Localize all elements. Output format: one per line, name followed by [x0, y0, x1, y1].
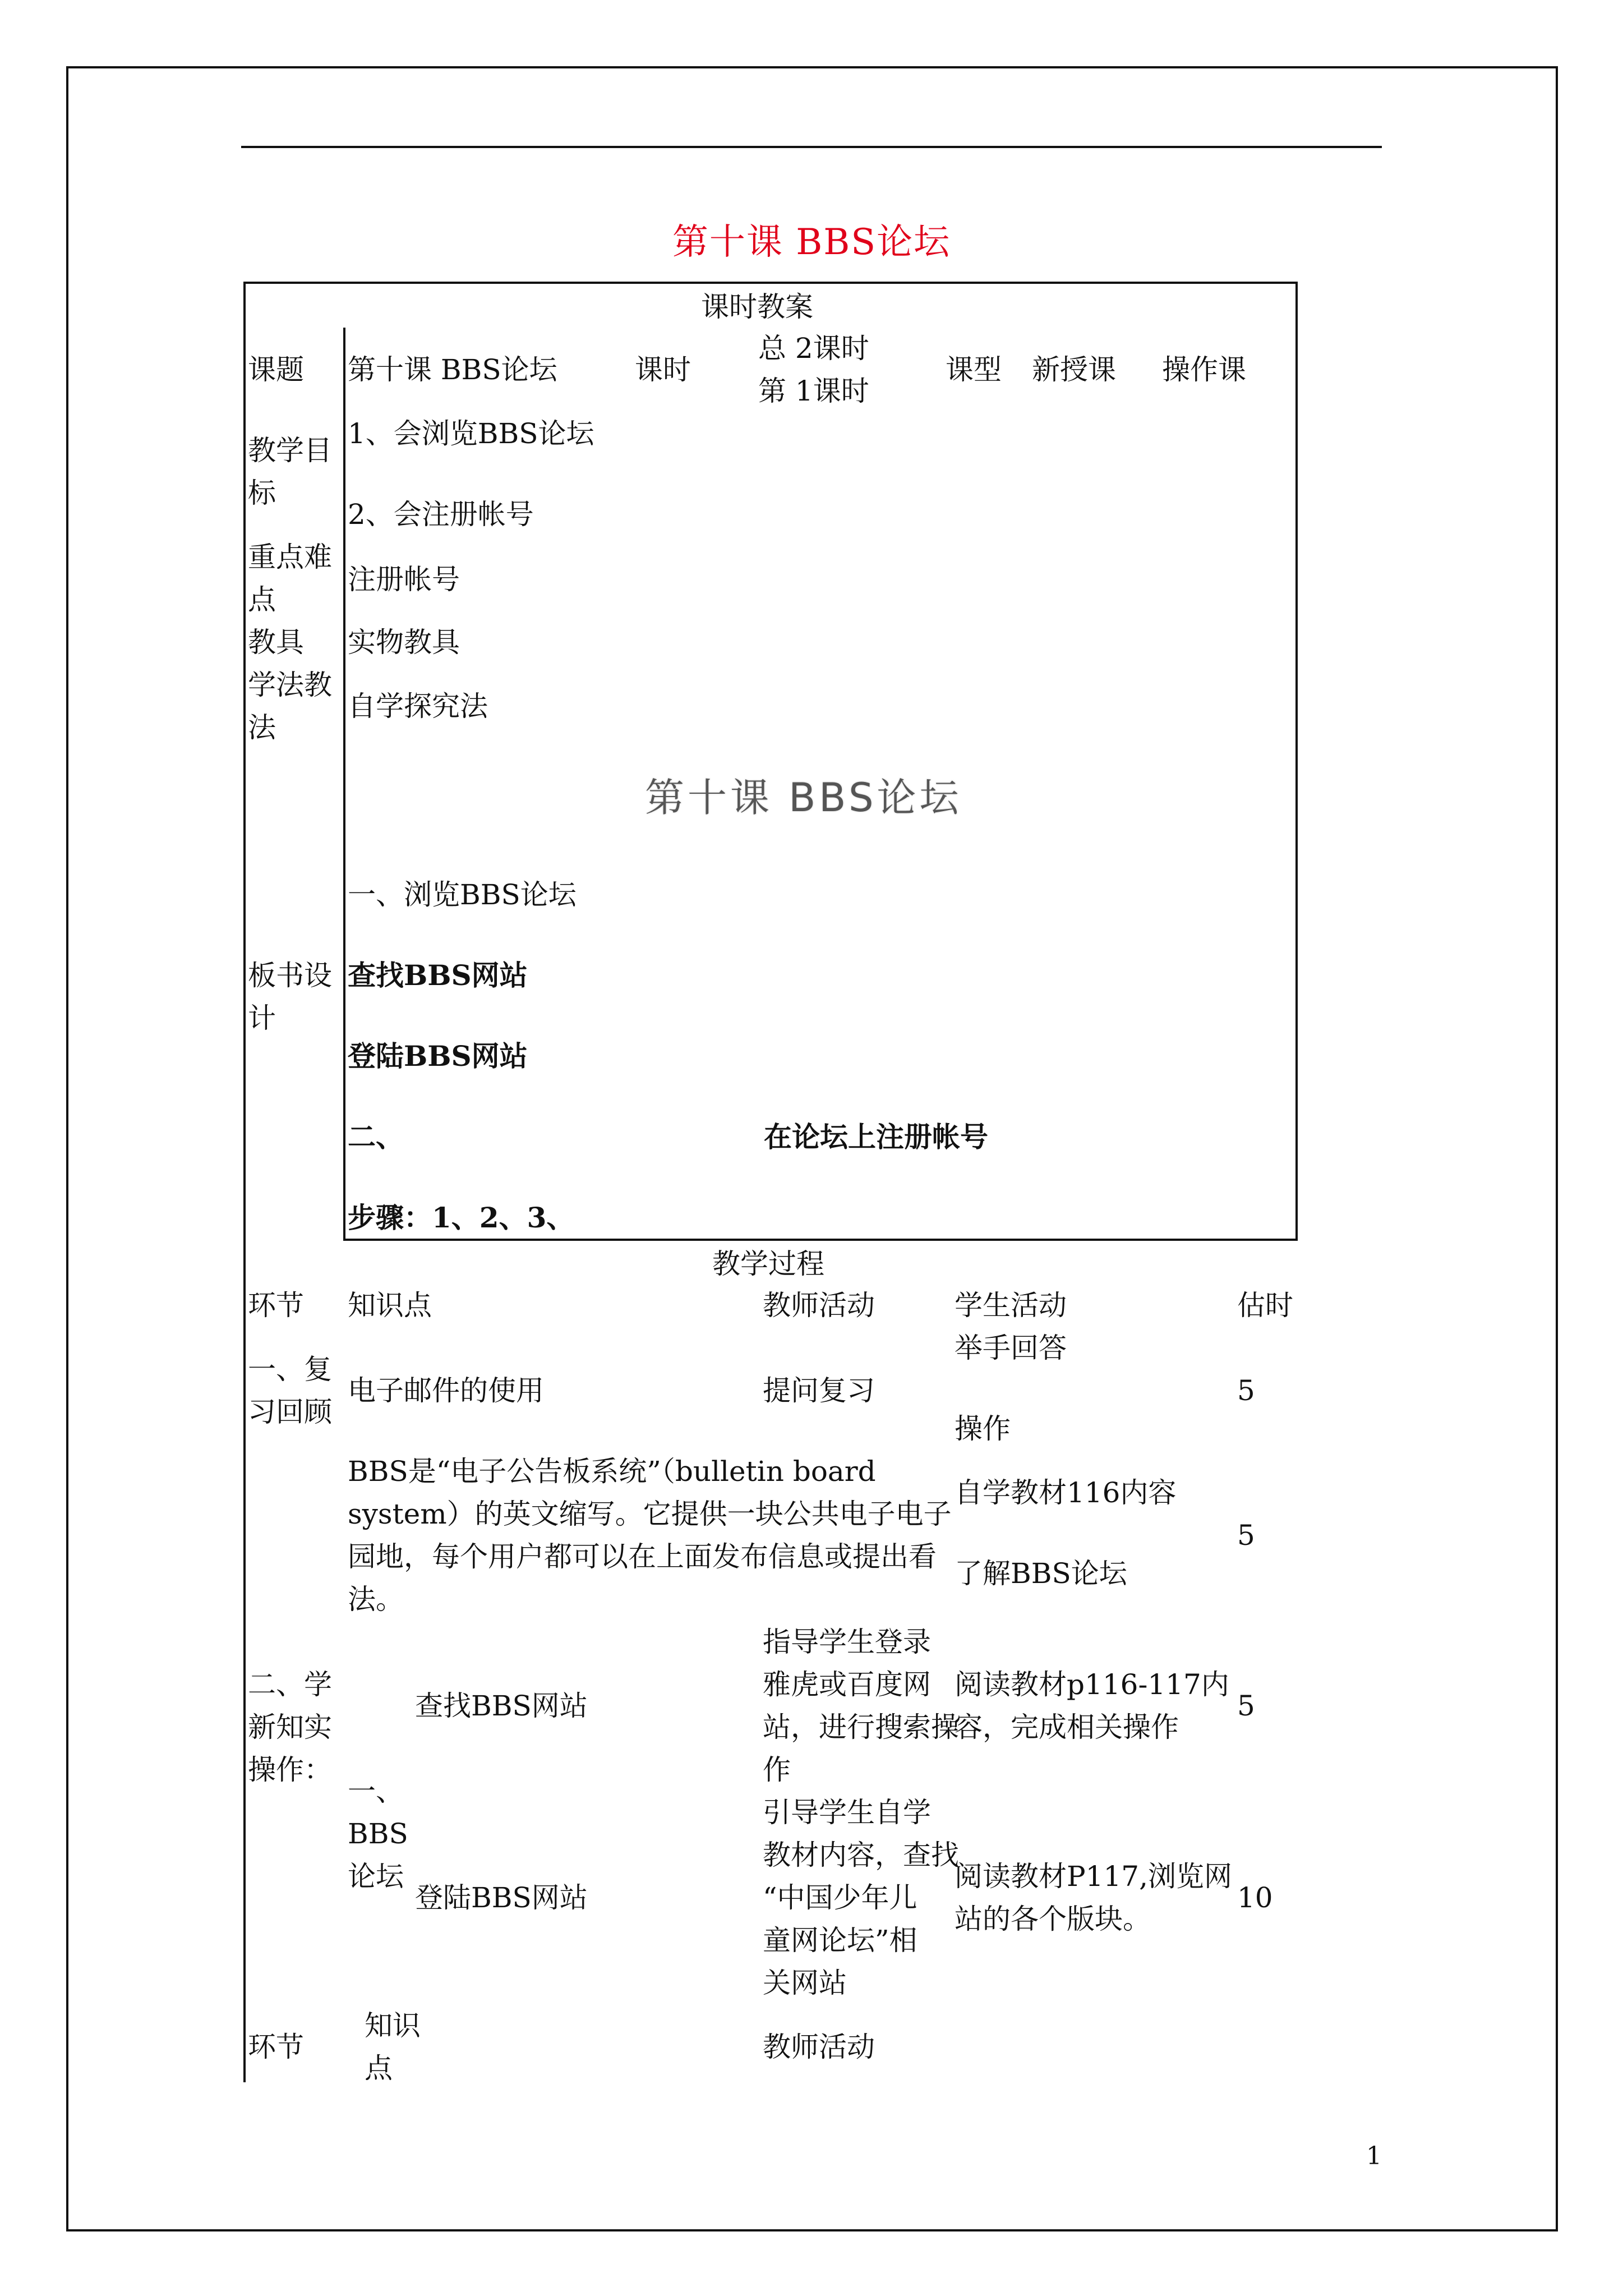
row4-student-1: 阅读教材P117,浏览网: [955, 1860, 1232, 1893]
topic-label: 课题: [248, 353, 304, 386]
row3-sub-3: 论坛: [348, 1860, 404, 1893]
row4-teacher-5: 关网站: [763, 1967, 847, 1999]
period-total: 总 2课时: [758, 332, 869, 365]
board-line-5: 步骤：1、2、3、: [348, 1201, 575, 1234]
table-inner-vertical: [343, 328, 345, 1240]
row3-stage-1: 二、学: [248, 1668, 332, 1701]
board-line-3: 登陆BBS网站: [348, 1039, 528, 1073]
row4-student-2: 站的各个版块。: [955, 1903, 1151, 1935]
keypoint-label-line1: 重点难: [248, 541, 332, 573]
board-label-line2: 计: [248, 1002, 276, 1034]
goals-label-line1: 教学目: [248, 434, 332, 467]
method-value: 自学探究法: [348, 690, 488, 723]
board-line-2: 查找BBS网站: [348, 959, 528, 992]
row3-stage-2: 新知实: [248, 1711, 332, 1743]
row2-knowledge-1: BBS是“电子公告板系统”（bulletin board: [348, 1455, 876, 1488]
tools-label: 教具: [248, 626, 304, 659]
process-heading: 教学过程: [712, 1248, 824, 1280]
col-teacher: 教师活动: [763, 1289, 875, 1322]
row1-stage-2: 习回顾: [248, 1396, 332, 1428]
table-border-top: [243, 282, 1298, 284]
col-student: 学生活动: [955, 1289, 1067, 1322]
method-label-line1: 学法教: [248, 669, 332, 701]
keypoint-value: 注册帐号: [348, 563, 460, 596]
period-this: 第 1课时: [758, 375, 869, 407]
goal-1: 1、会浏览BBS论坛: [348, 417, 594, 450]
row3-student-2: 容，完成相关操作: [955, 1711, 1179, 1743]
row3-sub-2: BBS: [348, 1818, 408, 1850]
col-stage: 环节: [248, 1289, 304, 1322]
row3-stage-3: 操作：: [248, 1754, 332, 1786]
topic-value: 第十课 BBS论坛: [348, 353, 557, 386]
row4-teacher-3: “中国少年儿: [763, 1881, 917, 1914]
row3-student-1: 阅读教材p116-117内: [955, 1668, 1229, 1701]
row4-teacher-1: 引导学生自学: [763, 1796, 931, 1829]
row3-teacher-2: 雅虎或百度网: [763, 1668, 931, 1701]
row3-teacher-1: 指导学生登录: [763, 1626, 931, 1658]
board-line-1: 一、浏览BBS论坛: [348, 878, 577, 911]
col-knowledge: 知识点: [348, 1289, 432, 1322]
row4-teacher-2: 教材内容，查找: [763, 1839, 959, 1871]
col-time: 估时: [1237, 1289, 1293, 1322]
row3-sub-1: 一、: [348, 1775, 404, 1807]
goal-2: 2、会注册帐号: [348, 498, 534, 531]
row4-knowledge: 登陆BBS网站: [415, 1881, 588, 1914]
board-title-image: 第十课 BBS论坛: [645, 775, 962, 821]
table-section-divider: [343, 1239, 1298, 1241]
row5-knowledge-1: 知识: [365, 2009, 421, 2042]
row3-time: 5: [1237, 1690, 1255, 1722]
table-border-right: [1295, 282, 1298, 1241]
table-border-left: [243, 282, 246, 2082]
row2-time: 5: [1237, 1519, 1255, 1552]
period-label: 课时: [635, 353, 691, 386]
header-rule: [241, 146, 1382, 148]
type-value-new: 新授课: [1032, 353, 1116, 386]
board-line-4a: 二、: [348, 1120, 404, 1153]
row1-teacher: 提问复习: [763, 1374, 875, 1407]
row5-teacher: 教师活动: [763, 2031, 875, 2063]
row2-knowledge-3: 园地，每个用户都可以在上面发布信息或提出看: [348, 1540, 937, 1573]
row5-knowledge-2: 点: [365, 2052, 393, 2085]
row1-time: 5: [1237, 1374, 1255, 1407]
row3-knowledge: 查找BBS网站: [415, 1690, 588, 1722]
row4-time: 10: [1237, 1881, 1273, 1914]
row5-stage: 环节: [248, 2031, 304, 2063]
row1-knowledge: 电子邮件的使用: [348, 1374, 544, 1407]
row2-student-2: 了解BBS论坛: [955, 1557, 1127, 1590]
board-label-line1: 板书设: [248, 959, 332, 992]
row2-student-1: 自学教材116内容: [955, 1476, 1177, 1509]
type-value-operation: 操作课: [1162, 353, 1246, 386]
type-label: 课型: [946, 353, 1002, 386]
board-line-4b: 在论坛上注册帐号: [764, 1120, 988, 1153]
row2-knowledge-4: 法。: [348, 1583, 404, 1616]
goals-label-line2: 标: [248, 477, 276, 509]
tools-value: 实物教具: [348, 626, 460, 659]
row1-student-2: 操作: [955, 1412, 1011, 1445]
plan-heading: 课时教案: [701, 291, 813, 323]
page-number: 1: [1366, 2142, 1382, 2170]
method-label-line2: 法: [248, 711, 276, 744]
row1-stage-1: 一、复: [248, 1353, 332, 1386]
row3-teacher-4: 作: [763, 1754, 791, 1786]
document-title: 第十课 BBS论坛: [672, 222, 951, 263]
row3-teacher-3: 站，进行搜索操: [763, 1711, 959, 1743]
keypoint-label-line2: 点: [248, 583, 276, 616]
row1-student-1: 举手回答: [955, 1332, 1067, 1364]
row2-knowledge-2: system）的英文缩写。它提供一块公共电子电子: [348, 1498, 952, 1530]
row4-teacher-4: 童网论坛”相: [763, 1924, 917, 1957]
